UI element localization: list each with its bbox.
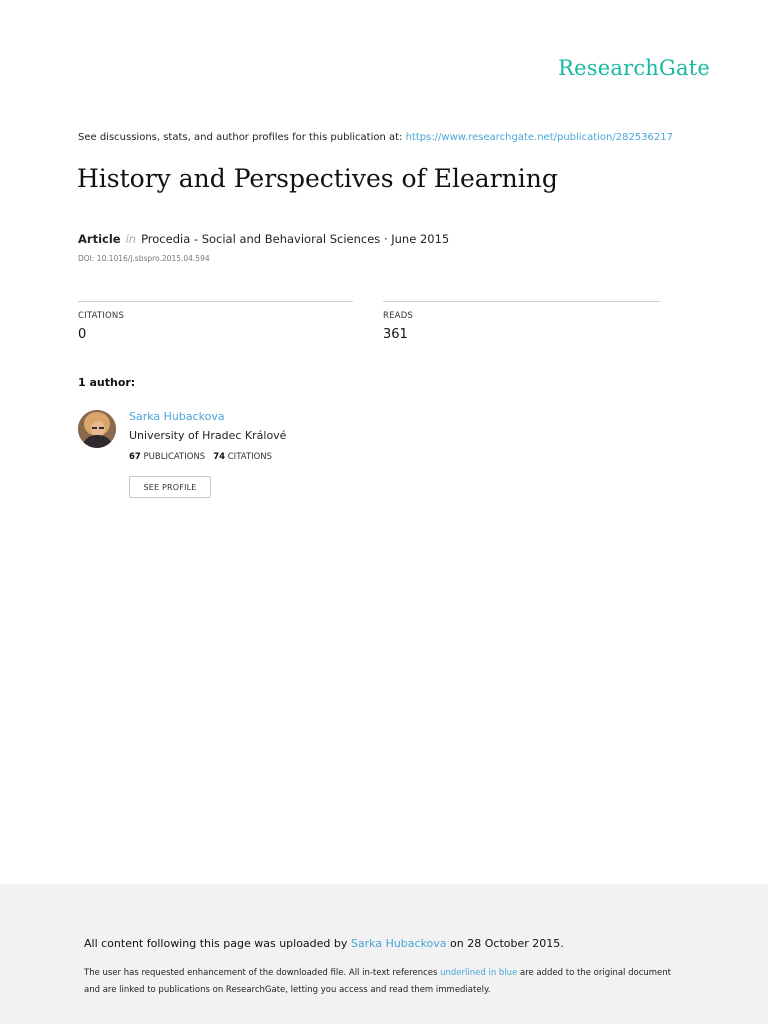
citations-label: CITATIONS [78, 311, 125, 321]
publication-type: Article [78, 232, 121, 246]
publication-venue-date[interactable]: Procedia - Social and Behavioral Sciences · June 2015 [141, 232, 450, 246]
author-citations-count: 74 [213, 452, 226, 462]
reads-value: 361 [383, 327, 408, 342]
author-avatar[interactable] [78, 410, 116, 448]
enhancement-note [84, 968, 671, 978]
upload-prefix: All content following this page was uploaded by [84, 937, 351, 950]
publication-doi: DOI: 10.1016/j.sbspro.2015.04.594 [78, 254, 210, 263]
reads-label: READS [383, 311, 414, 321]
see-profile-button[interactable]: SEE PROFILE [129, 476, 211, 498]
uploader-link[interactable]: Sarka Hubackova [350, 937, 447, 950]
discussion-notice [78, 132, 673, 143]
in-label: in [125, 232, 137, 246]
note-part1: The user has requested enhancement of the downloaded file. All in-text references [84, 968, 441, 978]
publication-title: History and Perspectives of Elearning [77, 164, 558, 193]
researchgate-logo[interactable]: ResearchGate [558, 56, 710, 80]
note-part2: are added to the original document [517, 968, 672, 978]
publication-url-link[interactable]: https://www.researchgate.net/publication/282536217 [405, 132, 673, 143]
note-link: underlined in blue [440, 968, 518, 978]
citations-value: 0 [78, 327, 87, 342]
author-citations-label: CITATIONS [227, 452, 273, 462]
citations-stat [78, 301, 353, 342]
authors-header: 1 author: [78, 376, 136, 389]
upload-suffix: on 28 October 2015. [446, 937, 564, 950]
reads-stat [383, 301, 660, 342]
discussion-text: See discussions, stats, and author profiles for this publication at: [78, 132, 406, 143]
enhancement-note-line2: and are linked to publications on ResearchGate, letting you access and read them immediately. [84, 985, 491, 995]
publication-meta [78, 232, 449, 246]
upload-footer [0, 884, 768, 1024]
author-stats [129, 452, 272, 462]
author-publications-label: PUBLICATIONS [143, 452, 206, 462]
avatar-photo-icon [78, 410, 116, 448]
upload-notice [84, 937, 564, 950]
author-institution[interactable]: University of Hradec Králové [129, 429, 287, 442]
author-publications-count: 67 [129, 452, 141, 462]
author-name-link[interactable]: Sarka Hubackova [129, 410, 225, 423]
